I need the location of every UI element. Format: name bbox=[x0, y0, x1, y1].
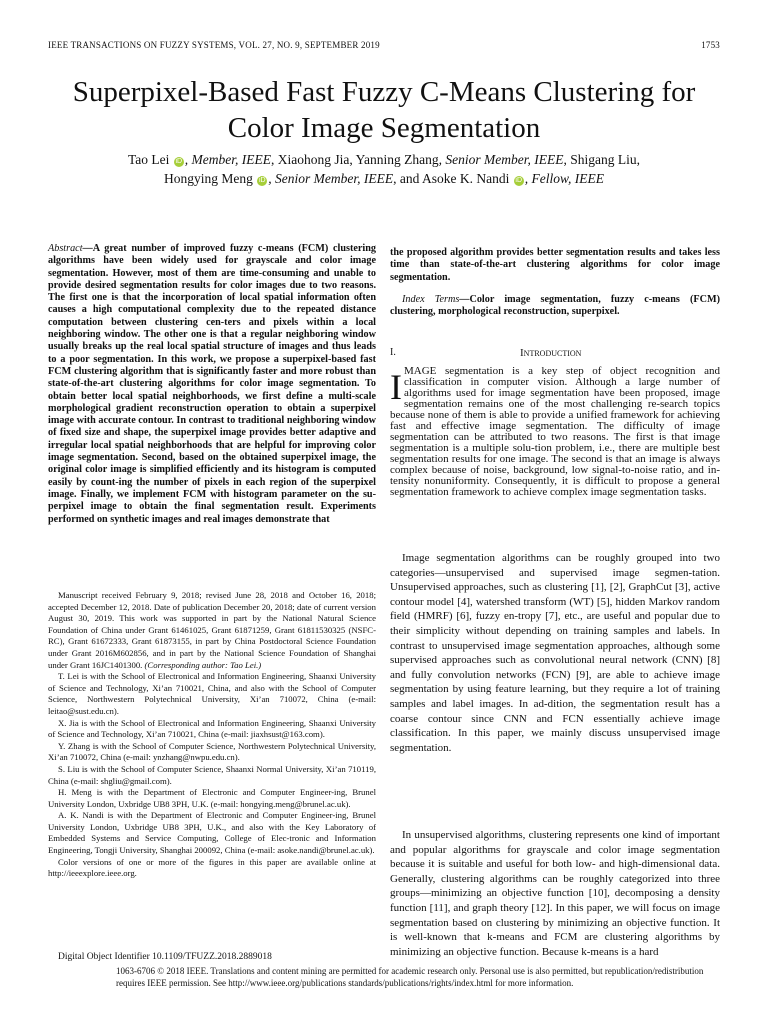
paper-title bbox=[20, 74, 748, 146]
author-name: , Shigang Liu, bbox=[563, 152, 640, 167]
author-line-1 bbox=[60, 150, 708, 169]
footnote: X. Jia is with the School of Electronical and Information Engineering, Shaanxi University of Science and Technology, Xi’an 710021, China (e-mail: jiaxhsust@163.com). bbox=[48, 717, 376, 740]
abstract-text: —A great number of improved fuzzy c-means (FCM) clustering algorithms have been widely used for grayscale and color image segmentation. However, most of them are time-consuming and unable to provide desired segmentation results for color images due to two reasons. The first one is that the incorporation of local spatial information often causes a high computational complexity due to the repeated distance computation between clustering cen-ters and pixels within a local neighboring window. The other one is that a regular neighboring window usually breaks up the real local spatial structure of images and thus leads to a poor segmentation. In this work, we propose a superpixel-based fast FCM clustering algorithm that is significantly faster and more robust than state-of-the-art clustering algorithms for color image segmentation. To obtain better local spatial neighborhoods, we first define a multi-scale morphological gradient reconstruction operation to obtain a superpixel image with accurate contour. In contrast to traditional neighboring window of fixed size and shape, the superpixel image provides better adaptive and irregular local spatial neighborhoods that are helpful for improving color image segmentation. Second, based on the obtained superpixel image, the original color image is simplified efficiently and its histogram is computed easily by count-ing the number of pixels in each region of the superpixel image. Finally, we implement FCM with histogram parameter on the su-perpixel image to obtain the final segmentation result. Experiments performed on synthetic images and real images demonstrate that bbox=[48, 243, 376, 525]
doi: Digital Object Identifier 10.1109/TFUZZ.2018.2889018 bbox=[58, 952, 272, 962]
intro-paragraph-2: Image segmentation algorithms can be roughly grouped into two categories—unsupervised and supervised image segmen-tation. Unsupervised approaches, such as clustering [1], [2], GraphCut [3], active contour model [4], watershed transform (WT) [5], hidden Markov random field (HMRF) [6], fuzzy en-tropy [7], etc., are useful and popular due to their simplicity without depending on training samples and labels. In contrast to unsupervised image segmentation approaches, although some supervised approaches such as convolutional neural network (CNN) [8] and fully convolution networks (FCN) [9], are able to achieve image segmentation by using feature learning, but they require a lot of training samples and label images. In ad-dition, the segmentation result has a coarse contour since CNN and FCN essentially achieve image classification. In this paper, we mainly discuss unsupervised image segmentation. bbox=[390, 552, 720, 754]
drop-cap: I bbox=[390, 367, 402, 407]
corresponding-author: (Corresponding author: Tao Lei.) bbox=[144, 659, 262, 670]
author-name: Hongying Meng bbox=[164, 171, 253, 186]
section-number: I. bbox=[390, 347, 396, 358]
intro-paragraph-3: In unsupervised algorithms, clustering represents one kind of important and popular algorithms for grayscale and color image segmentation because it is suitable and useful for both low- and high-dimensional data. Generally, clustering algorithms can be roughly categorized into three groups—minimizing an objective function [10], decomposing a density function [11], and graph theory [12]. In this paper, we will focus on image segmentation based on clustering by minimizing an objective function. It is well-known that k-means and FCM are clustering algorithms by minimizing an objective function. Because k-means is a hard bbox=[390, 829, 720, 958]
index-terms-label: Index Terms bbox=[402, 294, 460, 305]
footnote: A. K. Nandi is with the Department of Electronic and Computer Engineer-ing, Brunel University London, Uxbridge UB8 3PH, U.K., and also with the Key Laboratory of Embedded Systems and Service Computing, College of Elec-tronic and Information Engineering, Tongji University, Shanghai 200092, China (e-mail: asoke.nandi@brunel.ac.uk). bbox=[48, 810, 376, 856]
page-number: 1753 bbox=[701, 40, 720, 50]
abstract bbox=[48, 243, 376, 526]
orcid-icon[interactable]: iD bbox=[175, 158, 183, 165]
footnote: H. Meng is with the Department of Electronic and Computer Engineer-ing, Brunel University London, Uxbridge UB8 3PH, U.K. (e-mail: hongying.meng@brunel.ac.uk). bbox=[48, 787, 376, 809]
orcid-icon[interactable]: iD bbox=[515, 177, 523, 184]
author-affiliation: , Senior Member, IEEE bbox=[268, 171, 394, 186]
author-name: , Xiaohong Jia, Yanning Zhang bbox=[271, 152, 439, 167]
author-line-2 bbox=[60, 169, 708, 188]
copyright-notice: 1063-6706 © 2018 IEEE. Translations and content mining are permitted for academic research only. Personal use is also permitted, but republication/redistribution requires IEEE permission. See http://www.ieee.org/publications standards/publications/rights/index.html for more information. bbox=[116, 966, 704, 988]
author-affiliation: , Senior Member, IEEE bbox=[438, 152, 564, 167]
footnote: Color versions of one or more of the figures in this paper are available online at http://ieeexplore.ieee.org. bbox=[48, 856, 376, 879]
footnote: Y. Zhang is with the School of Computer Science, Northwestern Polytechnical University, Xi’an 710072, China (e-mail: ynzhang@nwpu.edu.cn). bbox=[48, 740, 376, 763]
footnotes bbox=[48, 590, 376, 880]
orcid-icon[interactable]: iD bbox=[258, 177, 266, 184]
footnote: S. Liu is with the School of Computer Science, Shaanxi Normal University, Xi’an 710119, China (e-mail: shgliu@gmail.com). bbox=[48, 763, 376, 786]
abstract-continued: the proposed algorithm provides better segmentation results and takes less time than state-of-the-art clustering algorithms for color image segmentation. bbox=[390, 247, 720, 283]
abstract-label: Abstract bbox=[48, 243, 83, 254]
title-line-2: Color Image Segmentation bbox=[227, 112, 541, 144]
author-affiliation: , Member, IEEE bbox=[184, 152, 272, 167]
title-line-1: Superpixel-Based Fast Fuzzy C-Means Clustering for bbox=[72, 76, 696, 108]
section-title: Introduction bbox=[520, 347, 582, 359]
index-terms-text: —Color image segmentation, fuzzy c-means (FCM) clustering, morphological reconstruction, superpixel. bbox=[390, 294, 720, 318]
author-list bbox=[60, 150, 708, 188]
journal-name: IEEE TRANSACTIONS ON FUZZY SYSTEMS, VOL. 27, NO. 9, SEPTEMBER 2019 bbox=[48, 40, 380, 50]
index-terms bbox=[390, 294, 720, 319]
intro-paragraph-1 bbox=[390, 366, 720, 498]
paragraph-text: MAGE segmentation is a key step of object recognition and classification in computer vision. Although a large number of algorithms used for image segmentation have been proposed, image segmentation remains one of the most challenging re-search topics because none of them is able to provide a unified framework for achieving fast and effective image segmentation. The difficulty of image segmentation can be attributed to two reasons. The first is that image segmentation is a multiple solu-tion problem, i.e., there are multiple best segmentation results for one image. The second is that an image is always complex because of noise, background, low signal-to-noise ratio, and in-tensity nonuniformity. Consequently, it is difficult to propose a general segmentation framework to achieve complex image segmentation tasks. bbox=[390, 365, 720, 498]
author-name: , and Asoke K. Nandi bbox=[393, 171, 510, 186]
footnote: Manuscript received February 9, 2018; revised June 28, 2018 and October 16, 2018; accepted December 12, 2018. Date of publication December 20, 2018; date of current version August 30, 2019. This work was supported in part by the National Natural Science Foundation of China under Grant 61461025, Grant 61871259, Grant 61811530325 (NSFC-RC), Grant 61672333, Grant 61873155, in part by China Postdoctoral Science Foundation under Grant 2016M602856, and in part by the National Science Foundation of Shanghai under Grant 16JC1401300. (Corresponding author: Tao Lei.) bbox=[48, 590, 376, 670]
author-affiliation: , Fellow, IEEE bbox=[524, 171, 604, 186]
footnote: T. Lei is with the School of Electronical and Information Engineering, Shaanxi University of Science and Technology, Xi’an 710021, China, and also with the School of Computer Science, Northwestern Polytechnical University, Xi’an 710072, China (e-mail: leitao@sust.edu.cn). bbox=[48, 671, 376, 716]
author-name: Tao Lei bbox=[128, 152, 170, 167]
